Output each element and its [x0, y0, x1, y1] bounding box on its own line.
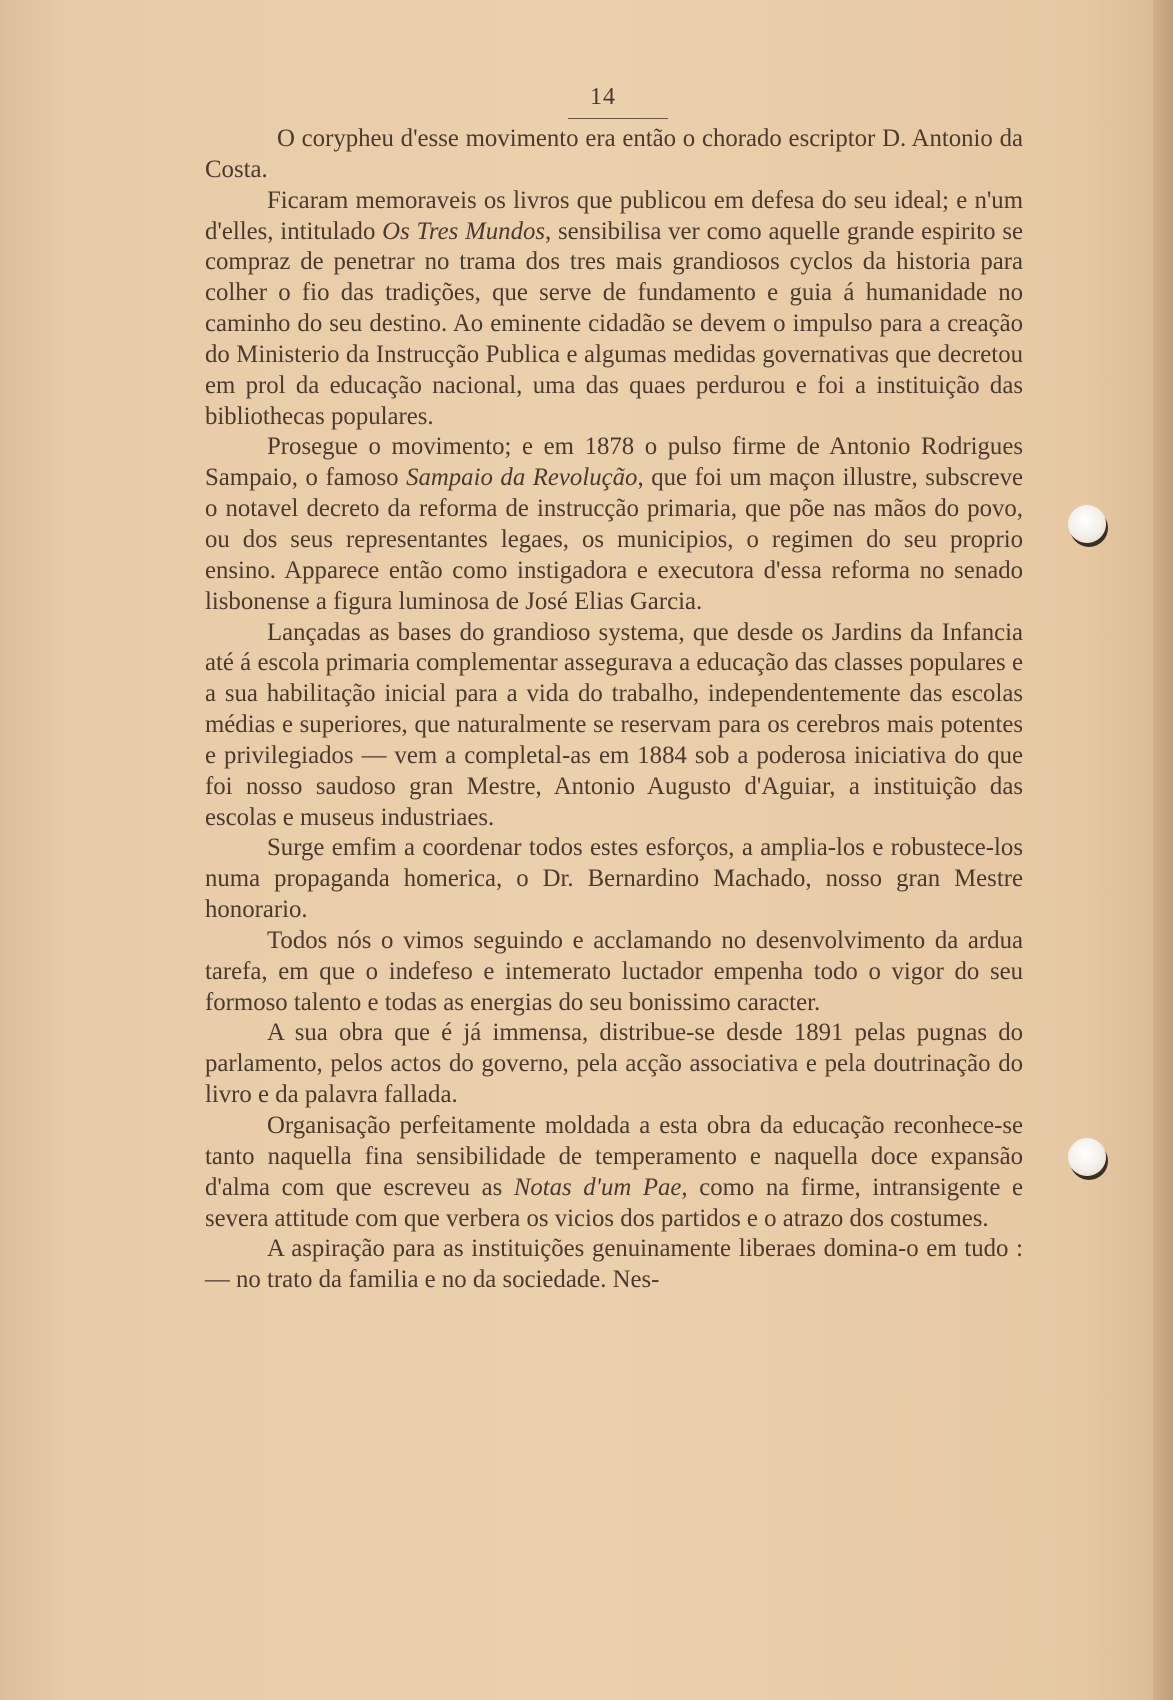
paragraph-text: , sensibilisa ver como aquelle grande espirito se compraz de penetrar no trama dos tres mais grandiosos cyclos da historia para colher o fio das tradições, que serve de fundamento e guia á humanidade no caminho do seu destino. Ao eminente cidadão se devem o impulso para a creação do Ministerio da Instrucção Publica e algumas medidas governativas que decretou em prol da educação nacional, uma das quaes perdurou e foi a instituição das bibliothecas populares.: [205, 217, 1023, 430]
paragraph: [205, 432, 1023, 617]
paragraph-text: Organisação perfeitamente moldada a esta obra da educação reconhece-se tanto naquella fina sensibilidade de temperamento e naquella doce expansão d'alma com que escreveu as: [205, 1112, 1023, 1201]
book-title: Os Tres Mundos: [382, 217, 546, 245]
binding-hole-top: [1068, 505, 1106, 543]
page-number: 14: [590, 84, 616, 110]
paragraph: Todos nós o vimos seguindo e acclamando no desenvolvimento da ardua tarefa, em que o indefeso e intemerato luctador empenha todo o vigor do seu formoso talento e todas as energias do seu bonissimo caracter.: [205, 926, 1023, 1016]
page-edge: [1153, 0, 1173, 1700]
paragraph: [205, 1111, 1023, 1234]
paragraph-text: , que foi um maçon illustre, subscreve o notavel decreto da reforma de instrucção primaria, que põe nas mãos do povo, ou dos seus representantes legaes, os municipios, o regimen do seu proprio ensino. Apparece então como instigadora e executora d'essa reforma no senado lisbonense a figura luminosa de José Elias Garcia.: [205, 464, 1023, 615]
paragraph-text: , como na firme, intransigente e severa attitude com que verbera os vicios dos partidos e o atrazo dos costumes.: [205, 1173, 1023, 1232]
page-number-rule: [568, 118, 668, 119]
paragraph: O corypheu d'esse movimento era então o chorado escriptor D. Antonio da Costa.: [205, 125, 1023, 183]
epithet: Sampaio da Revolução: [406, 464, 638, 492]
paragraph-text: Ficaram memoraveis os livros que publicou em defesa do seu ideal; e n'um d'elles, intitulado: [205, 186, 1023, 245]
paragraph-text: Prosegue o movimento; e em 1878 o pulso firme de Antonio Rodrigues Sampaio, o famoso: [205, 433, 1023, 492]
binding-hole-bottom: [1068, 1138, 1106, 1176]
book-title: Notas d'um Pae: [513, 1173, 682, 1201]
paragraph: Lançadas as bases do grandioso systema, que desde os Jardins da Infancia até á escola primaria complementar assegurava a educação das classes populares e a sua habilitação inicial para a vida do trabalho, independentemente das escolas médias e superiores, que naturalmente se reservam para os cerebros mais potentes e privilegiados — vem a completal-as em 1884 sob a poderosa iniciativa do que foi nosso saudoso gran Mestre, Antonio Augusto d'Aguiar, a instituição das escolas e museus industriaes.: [205, 618, 1023, 831]
paragraph: Surge emfim a coordenar todos estes esforços, a amplia-los e robustece-los numa propaganda homerica, o Dr. Bernardino Machado, nosso gran Mestre honorario.: [205, 834, 1023, 924]
paragraph: A sua obra que é já immensa, distribue-se desde 1891 pelas pugnas do parlamento, pelos actos do governo, pela acção associativa e pela doutrinação do livro e da palavra fallada.: [205, 1019, 1023, 1109]
body-text: [205, 124, 1023, 1296]
paragraph: A aspiração para as instituições genuinamente liberaes domina-o em tudo : — no trato da familia e no da sociedade. Nes-: [205, 1235, 1023, 1294]
paragraph: [205, 186, 1023, 433]
